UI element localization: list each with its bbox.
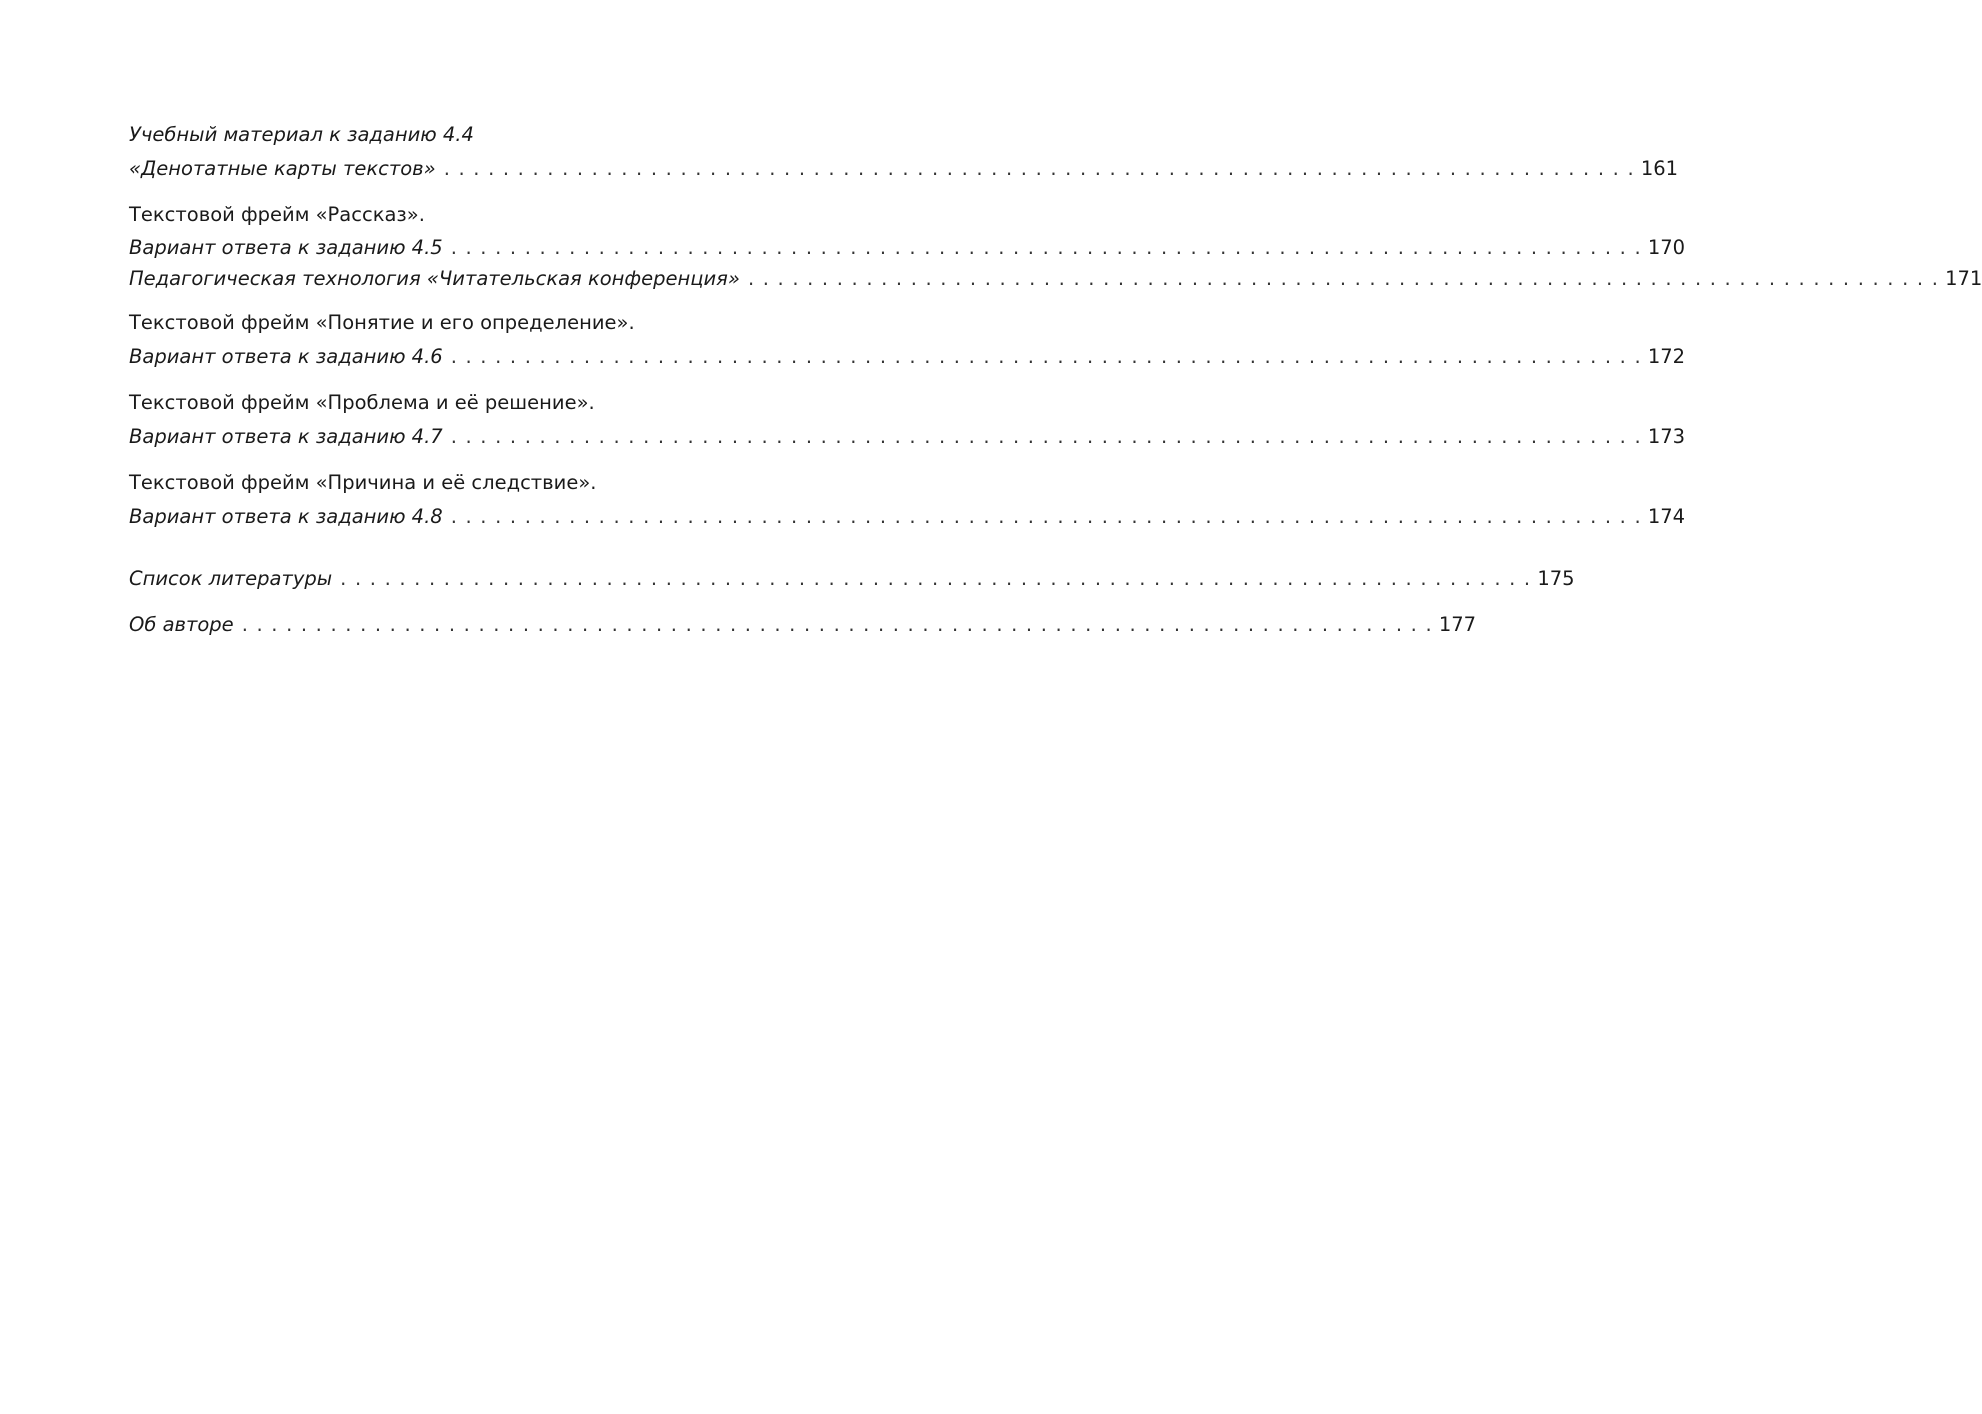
toc-entry-subtitle[interactable]: Педагогическая технология «Читательская конференция» bbox=[129, 267, 740, 290]
toc-entry-title-line bbox=[129, 386, 867, 420]
toc-entry-subtitle[interactable]: Вариант ответа к заданию 4.5 bbox=[129, 236, 443, 259]
page-number: 173 bbox=[1647, 425, 1686, 448]
dot-leader bbox=[444, 152, 1635, 186]
toc-entry-subtitle-line[interactable] bbox=[129, 232, 1686, 263]
dot-leader bbox=[451, 420, 1642, 454]
toc-entry-subtitle-line[interactable] bbox=[129, 340, 1686, 374]
toc-entry-title: Текстовой фрейм «Проблема и её решение». bbox=[129, 391, 595, 414]
toc-entry-title-line bbox=[129, 466, 867, 500]
toc-entry-teaching-material bbox=[129, 118, 1679, 186]
page-number: 171 bbox=[1945, 267, 1982, 290]
toc-entry-subtitle[interactable]: «Денотатные карты текстов» bbox=[129, 157, 436, 180]
toc-entry-title-line bbox=[129, 306, 867, 340]
toc-entry-subtitle[interactable]: Вариант ответа к заданию 4.6 bbox=[129, 345, 443, 368]
toc-entry-title-line bbox=[129, 118, 867, 152]
dot-leader bbox=[451, 232, 1642, 263]
dot-leader bbox=[451, 340, 1642, 374]
page-number: 175 bbox=[1537, 567, 1575, 590]
toc-entry-about-author bbox=[129, 608, 1477, 642]
toc-entry-frame-cause bbox=[129, 466, 1686, 534]
toc-entry-frame-story bbox=[129, 198, 1982, 294]
toc-entry-title: Текстовой фрейм «Причина и её следствие». bbox=[129, 471, 597, 494]
toc-entry-subtitle-line[interactable] bbox=[129, 152, 1679, 186]
toc-entry-frame-concept bbox=[129, 306, 1686, 374]
dot-leader bbox=[340, 562, 1531, 596]
toc-entry-title-line bbox=[129, 198, 867, 232]
toc-entry-subtitle[interactable]: Вариант ответа к заданию 4.7 bbox=[129, 425, 443, 448]
page-number: 172 bbox=[1647, 345, 1686, 368]
toc-entry-subtitle[interactable]: Вариант ответа к заданию 4.8 bbox=[129, 505, 443, 528]
toc-entry-bibliography bbox=[129, 562, 1575, 596]
toc-entry-subtitle-line[interactable] bbox=[129, 500, 1686, 534]
toc-entry-title-line[interactable] bbox=[129, 562, 1575, 596]
toc-entry-title-line[interactable] bbox=[129, 608, 1477, 642]
toc-entry-subtitle-line[interactable] bbox=[129, 420, 1686, 454]
toc-entry-title: Текстовой фрейм «Рассказ». bbox=[129, 203, 425, 226]
dot-leader bbox=[242, 608, 1433, 642]
toc-entry-title[interactable]: Список литературы bbox=[129, 567, 333, 590]
dot-leader bbox=[748, 263, 1939, 294]
toc-entry-title: Учебный материал к заданию 4.4 bbox=[129, 123, 474, 146]
page-number: 177 bbox=[1438, 613, 1477, 636]
dot-leader bbox=[451, 500, 1642, 534]
toc-entry-title: Текстовой фрейм «Понятие и его определение». bbox=[129, 311, 635, 334]
page-number: 170 bbox=[1647, 236, 1686, 259]
page-number: 174 bbox=[1647, 505, 1686, 528]
page-number: 161 bbox=[1640, 157, 1679, 180]
toc-entry-subtitle-line[interactable] bbox=[129, 263, 1982, 294]
toc-entry-title[interactable]: Об авторе bbox=[129, 613, 234, 636]
table-of-contents bbox=[129, 118, 1982, 642]
toc-entry-frame-problem bbox=[129, 386, 1686, 454]
